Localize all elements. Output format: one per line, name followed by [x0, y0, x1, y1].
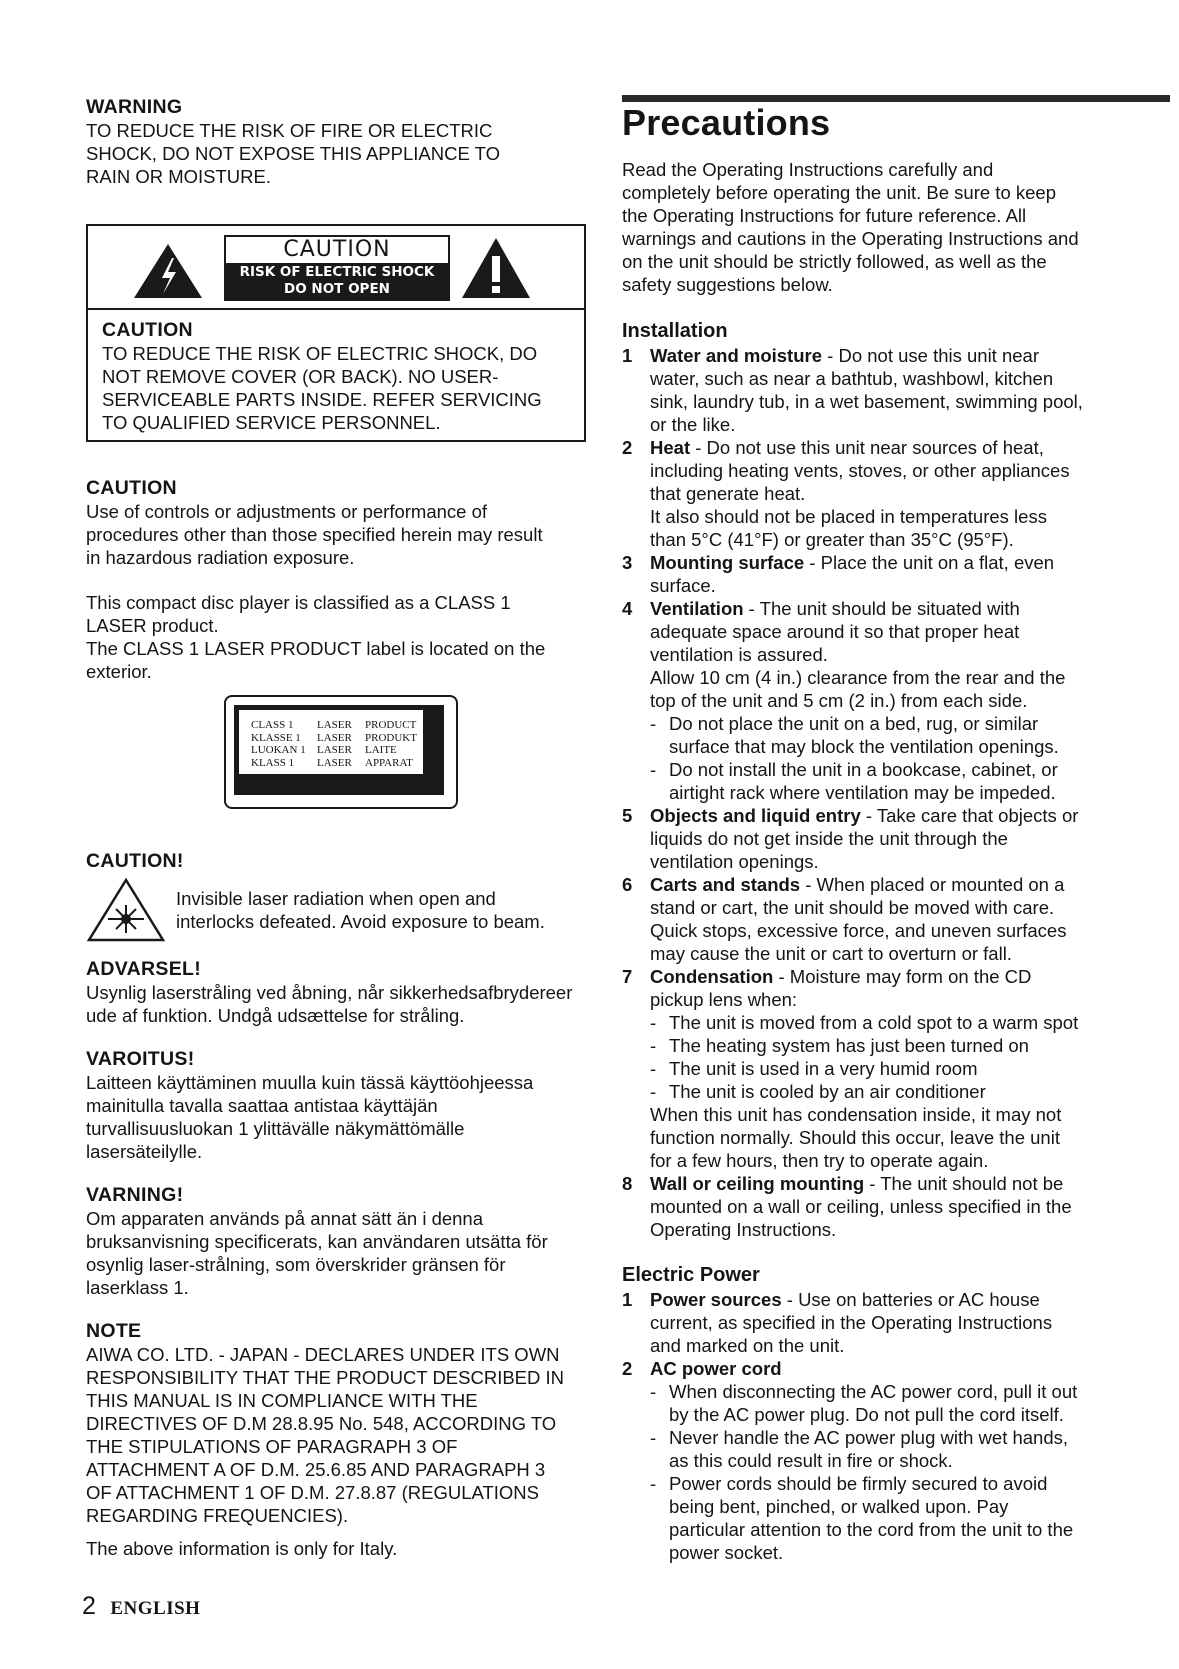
- footer-language: ENGLISH: [110, 1598, 201, 1619]
- item-title: Carts and stands: [650, 874, 801, 895]
- item-first-line: [650, 873, 1170, 896]
- precaution-item: [622, 597, 1170, 804]
- item-title: Wall or ceiling mounting: [650, 1173, 865, 1194]
- text-line: ATTACHMENT A OF D.M. 25.6.85 AND PARAGRAPH 3: [86, 1459, 546, 1480]
- text-line: TO REDUCE THE RISK OF ELECTRIC SHOCK, DO: [102, 343, 538, 364]
- laser-label-cell: LASER: [317, 719, 352, 731]
- text-line: Om apparaten används på annat sätt än i denna: [86, 1208, 484, 1229]
- precaution-item: [622, 1357, 1170, 1564]
- item-number: 1: [622, 1289, 633, 1310]
- text-line: RESPONSIBILITY THAT THE PRODUCT DESCRIBED IN: [86, 1367, 565, 1388]
- text-line: top of the unit and 5 cm (2 in.) from each side.: [650, 690, 1028, 711]
- text-line: stand or cart, the unit should be moved with care.: [650, 897, 1055, 918]
- electric-shock-caution-box: [86, 224, 586, 442]
- text-line: This compact disc player is classified as a CLASS 1: [86, 592, 511, 613]
- dash-item: [650, 1057, 1170, 1080]
- text-line: than 5°C (41°F) or greater than 35°C (95°F).: [650, 529, 1014, 550]
- text-line: Quick stops, excessive force, and uneven surfaces: [650, 920, 1067, 941]
- text-line: function normally. Should this occur, leave the unit: [650, 1127, 1060, 1148]
- item-number: 5: [622, 805, 633, 826]
- text-line: Usynlig laserstråling ved åbning, når sikkerhedsafbrydereer: [86, 982, 573, 1003]
- item-first-line: [650, 344, 1170, 367]
- laser-radiation-icon: [86, 877, 166, 943]
- laser-class-text: [86, 591, 598, 683]
- text-line: by the AC power plug. Do not pull the cord itself.: [669, 1404, 1064, 1425]
- text-line: THIS MANUAL IS IN COMPLIANCE WITH THE: [86, 1390, 478, 1411]
- text-line: procedures other than those specified herein may result: [86, 524, 543, 545]
- text-line: - Never handle the AC power plug with wet hands,: [669, 1427, 1069, 1448]
- text-line: as this could result in fire or shock.: [669, 1450, 953, 1471]
- text-line: Allow 10 cm (4 in.) clearance from the rear and the: [650, 667, 1066, 688]
- text-line: - The unit should not be: [864, 1173, 1064, 1194]
- item-title: AC power cord: [650, 1358, 782, 1379]
- text-line: - When disconnecting the AC power cord, pull it out: [669, 1381, 1078, 1402]
- text-line: - The unit should be situated with: [743, 598, 1020, 619]
- laser-label-cell: KLASS 1: [251, 756, 295, 769]
- text-line: current, as specified in the Operating Instructions: [650, 1312, 1053, 1333]
- laser-class-section: [86, 591, 598, 683]
- warning-heading: WARNING: [86, 96, 183, 118]
- text-line: Operating Instructions.: [650, 1219, 837, 1240]
- laser-caution-body: [86, 877, 598, 953]
- text-line: airtight rack where ventilation may be impeded.: [669, 782, 1056, 803]
- item-first-line: [650, 597, 1170, 620]
- text-line: particular attention to the cord from the unit to the: [669, 1519, 1074, 1540]
- text-line: RAIN OR MOISTURE.: [86, 166, 272, 187]
- text-line: When this unit has condensation inside, it may not: [650, 1104, 1062, 1125]
- text-line: NOT REMOVE COVER (OR BACK). NO USER-: [102, 366, 499, 387]
- invisible-laser-caution-section: [86, 849, 598, 953]
- text-line: adequate space around it so that proper heat: [650, 621, 1020, 642]
- varning-text: [86, 1207, 598, 1299]
- text-line: TO REDUCE THE RISK OF FIRE OR ELECTRIC: [86, 120, 493, 141]
- text-line: the Operating Instructions for future reference. All: [622, 205, 1027, 226]
- laser-label-cell: LASER: [317, 756, 352, 769]
- item-number: 6: [622, 874, 633, 895]
- item-title: Condensation: [650, 966, 774, 987]
- dash-item: [650, 1080, 1170, 1103]
- precaution-item: [622, 804, 1170, 873]
- text-line: warnings and cautions in the Operating Instructions and: [622, 228, 1079, 249]
- laser-label-cell: KLASSE 1: [251, 731, 301, 744]
- varoitus-heading: VAROITUS!: [86, 1048, 195, 1070]
- lightning-warning-icon: [132, 242, 204, 300]
- precaution-item: [622, 965, 1170, 1172]
- exclamation-warning-icon: [460, 236, 532, 300]
- item-title: Heat: [650, 437, 691, 458]
- laser-label-text: [238, 709, 424, 775]
- text-line: - Power cords should be firmly secured to avoid: [669, 1473, 1048, 1494]
- caution-label-line1: RISK OF ELECTRIC SHOCK: [239, 264, 435, 280]
- item-first-line: [650, 965, 1170, 988]
- text-line: DIRECTIVES OF D.M 28.8.95 No. 548, ACCORDING TO: [86, 1413, 557, 1434]
- text-line: on the unit should be strictly followed, as well as the: [622, 251, 1047, 272]
- caution-label-strip: [88, 226, 584, 310]
- warning-section: [86, 95, 598, 188]
- text-line: may cause the unit or cart to overturn or fall.: [650, 943, 1012, 964]
- text-line: - The unit is cooled by an air conditioner: [669, 1081, 986, 1102]
- varning-section: [86, 1183, 598, 1299]
- advarsel-text: [86, 981, 598, 1027]
- item-title: Mounting surface: [650, 552, 805, 573]
- note-text: [86, 1343, 598, 1527]
- text-line: - Use on batteries or AC house: [781, 1289, 1040, 1310]
- text-line: Use of controls or adjustments or performance of: [86, 501, 488, 522]
- text-line: completely before operating the unit. Be sure to keep: [622, 182, 1056, 203]
- laser-label-cell: LASER: [317, 744, 352, 756]
- dash-item: [650, 1472, 1170, 1564]
- dash-item: [650, 758, 1170, 804]
- text-line: Invisible laser radiation when open and: [176, 888, 496, 909]
- dash-item: [650, 1426, 1170, 1472]
- laser-label-cell: PRODUCT: [365, 719, 417, 731]
- caution-box-body: [88, 310, 584, 440]
- item-number: 4: [622, 598, 633, 619]
- note-heading: NOTE: [86, 1320, 142, 1342]
- item-title: Objects and liquid entry: [650, 805, 861, 826]
- caution-label-title: CAUTION: [283, 237, 391, 262]
- text-line: in hazardous radiation exposure.: [86, 547, 355, 568]
- title-rule: [622, 95, 1170, 102]
- caution-box-heading: CAUTION: [102, 319, 193, 341]
- text-line: interlocks defeated. Avoid exposure to beam.: [176, 911, 545, 932]
- text-line: and marked on the unit.: [650, 1335, 845, 1356]
- text-line: REGARDING FREQUENCIES).: [86, 1505, 349, 1526]
- text-line: LASER product.: [86, 615, 219, 636]
- laser-label-cell: LASER: [317, 731, 352, 744]
- item-first-line: [650, 1288, 1170, 1311]
- text-line: AIWA CO. LTD. - JAPAN - DECLARES UNDER ITS OWN: [86, 1344, 560, 1365]
- laser-label-row: [251, 744, 423, 757]
- installation-heading: Installation: [622, 320, 728, 342]
- caution-label-subtitle: [226, 263, 448, 299]
- text-line: exterior.: [86, 661, 152, 682]
- item-first-line: [650, 1357, 1170, 1380]
- text-line: SHOCK, DO NOT EXPOSE THIS APPLIANCE TO: [86, 143, 500, 164]
- text-line: sink, laundry tub, in a wet basement, swimming pool,: [650, 391, 1083, 412]
- text-line: or the like.: [650, 414, 736, 435]
- section-gap: [622, 1241, 1170, 1263]
- item-number: 2: [622, 1358, 633, 1379]
- dash-item: [650, 1011, 1170, 1034]
- text-line: - Do not install the unit in a bookcase, cabinet, or: [669, 759, 1058, 780]
- item-number: 1: [622, 345, 633, 366]
- text-line: - The heating system has just been turned on: [669, 1035, 1029, 1056]
- text-line: pickup lens when:: [650, 989, 798, 1010]
- text-line: liquids do not get inside the unit through the: [650, 828, 1008, 849]
- warning-text: [86, 119, 598, 188]
- item-number: 3: [622, 552, 633, 573]
- text-line: - The unit is used in a very humid room: [669, 1058, 978, 1079]
- radiation-caution-section: [86, 476, 598, 569]
- text-line: surface that may block the ventilation openings.: [669, 736, 1059, 757]
- text-line: ventilation is assured.: [650, 644, 828, 665]
- left-column: [86, 95, 598, 1560]
- caution-label: [224, 235, 450, 301]
- varoitus-section: [86, 1047, 598, 1163]
- class1-laser-product-label: [224, 695, 458, 809]
- text-line: surface.: [650, 575, 716, 596]
- advarsel-heading: ADVARSEL!: [86, 958, 202, 980]
- dash-item: [650, 712, 1170, 758]
- laser-label-row: [251, 757, 423, 770]
- text-line: - Do not place the unit on a bed, rug, or similar: [669, 713, 1039, 734]
- dash-list: [650, 1011, 1170, 1103]
- caution-label-line2: DO NOT OPEN: [284, 281, 390, 297]
- text-line: - Place the unit on a flat, even: [804, 552, 1055, 573]
- page-title: Precautions: [622, 102, 831, 143]
- laser-label-row: [251, 719, 423, 732]
- item-title: Power sources: [650, 1289, 782, 1310]
- text-line: TO QUALIFIED SERVICE PERSONNEL.: [102, 412, 441, 433]
- right-column: [622, 158, 1170, 1564]
- text-line: laserklass 1.: [86, 1277, 189, 1298]
- item-title: Water and moisture: [650, 345, 823, 366]
- laser-label-cell: LAITE: [365, 744, 397, 756]
- item-first-line: [650, 551, 1170, 574]
- varning-heading: VARNING!: [86, 1184, 184, 1206]
- text-line: including heating vents, stoves, or other appliances: [650, 460, 1070, 481]
- text-line: safety suggestions below.: [622, 274, 833, 295]
- dash-item: [650, 1034, 1170, 1057]
- text-line: SERVICEABLE PARTS INSIDE. REFER SERVICING: [102, 389, 542, 410]
- text-line: mounted on a wall or ceiling, unless specified in the: [650, 1196, 1072, 1217]
- text-line: The CLASS 1 LASER PRODUCT label is located on the: [86, 638, 546, 659]
- text-line: OF ATTACHMENT 1 OF D.M. 27.8.87 (REGULATIONS: [86, 1482, 539, 1503]
- text-line: mainitulla tavalla saattaa antistaa käyttäjän: [86, 1095, 438, 1116]
- precaution-item: [622, 436, 1170, 551]
- item-first-line: [650, 804, 1170, 827]
- precaution-item: [622, 1172, 1170, 1241]
- text-line: - Take care that objects or: [860, 805, 1079, 826]
- precaution-item: [622, 873, 1170, 965]
- item-number: 8: [622, 1173, 633, 1194]
- text-line: THE STIPULATIONS OF PARAGRAPH 3 OF: [86, 1436, 458, 1457]
- dash-item: [650, 1380, 1170, 1426]
- page-footer: [82, 1592, 200, 1621]
- electric-power-list: [622, 1288, 1170, 1564]
- item-first-line: [650, 436, 1170, 459]
- text-line: Laitteen käyttäminen muulla kuin tässä käyttöohjeessa: [86, 1072, 534, 1093]
- varoitus-text: [86, 1071, 598, 1163]
- invisible-laser-caution-text: [176, 887, 596, 933]
- text-line: water, such as near a bathtub, washbowl, kitchen: [650, 368, 1054, 389]
- laser-label-cell: LUOKAN 1: [251, 744, 306, 756]
- text-line: lasersäteilylle.: [86, 1141, 203, 1162]
- invisible-laser-caution-heading: CAUTION!: [86, 850, 184, 872]
- text-line: being bent, pinched, or walked upon. Pay: [669, 1496, 1009, 1517]
- laser-label-cell: APPARAT: [365, 756, 413, 769]
- note-section: [86, 1319, 598, 1560]
- installation-list: [622, 344, 1170, 1241]
- caution-box-text: [102, 342, 572, 434]
- item-title: Ventilation: [650, 598, 744, 619]
- text-line: ude af funktion. Undgå udsættelse for stråling.: [86, 1005, 465, 1026]
- dash-list: [650, 1380, 1170, 1564]
- text-line: - Moisture may form on the CD: [773, 966, 1032, 987]
- radiation-caution-heading: CAUTION: [86, 477, 177, 499]
- text-line: Read the Operating Instructions carefully and: [622, 159, 994, 180]
- text-line: turvallisuusluokan 1 ylittävälle näkymättömälle: [86, 1118, 465, 1139]
- italy-note: The above information is only for Italy.: [86, 1538, 398, 1559]
- text-line: - When placed or mounted on a: [800, 874, 1065, 895]
- precaution-item: [622, 551, 1170, 597]
- text-line: osynlig laser-strålning, som överskrider gränsen för: [86, 1254, 506, 1275]
- text-line: ventilation openings.: [650, 851, 819, 872]
- precaution-item: [622, 344, 1170, 436]
- item-number: 2: [622, 437, 633, 458]
- text-line: It also should not be placed in temperatures less: [650, 506, 1047, 527]
- intro-paragraph: [622, 158, 1170, 296]
- text-line: for a few hours, then try to operate again.: [650, 1150, 989, 1171]
- page-number: 2: [82, 1592, 96, 1620]
- laser-label-row: [251, 732, 423, 745]
- text-line: - Do not use this unit near sources of heat,: [690, 437, 1044, 458]
- precaution-item: [622, 1288, 1170, 1357]
- dash-list: [650, 712, 1170, 804]
- item-first-line: [650, 1172, 1170, 1195]
- advarsel-section: [86, 957, 598, 1027]
- text-line: bruksanvisning specificerats, kan användaren utsätta för: [86, 1231, 548, 1252]
- laser-label-cell: CLASS 1: [251, 719, 294, 731]
- item-number: 7: [622, 966, 633, 987]
- text-line: that generate heat.: [650, 483, 806, 504]
- electric-power-heading: Electric Power: [622, 1264, 760, 1286]
- text-line: - Do not use this unit near: [822, 345, 1039, 366]
- radiation-caution-text: [86, 500, 598, 569]
- text-line: - The unit is moved from a cold spot to a warm spot: [669, 1012, 1079, 1033]
- laser-label-cell: PRODUKT: [365, 731, 417, 744]
- text-line: power socket.: [669, 1542, 784, 1563]
